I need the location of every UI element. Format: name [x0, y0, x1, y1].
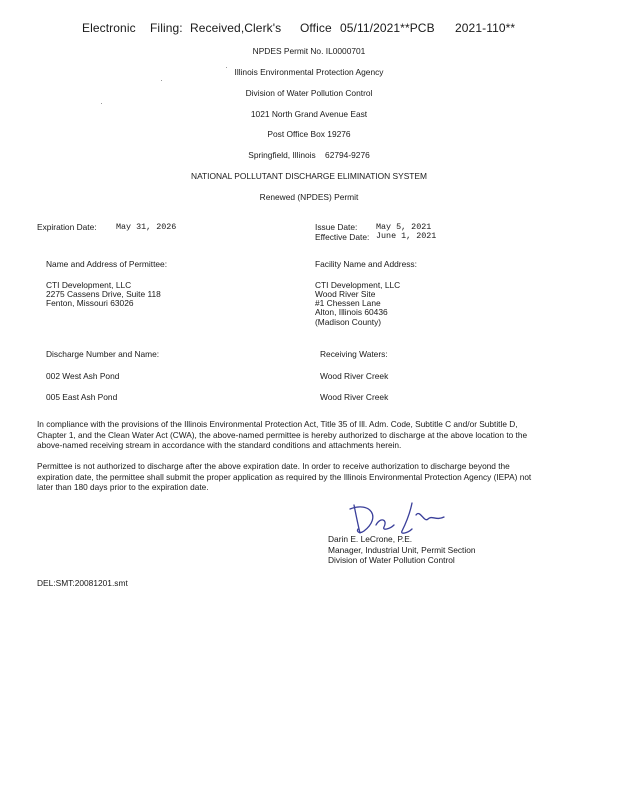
- system-title: NATIONAL POLLUTANT DISCHARGE ELIMINATION SYSTEM: [191, 171, 427, 181]
- scan-speck: [101, 103, 102, 104]
- issue-date-label: Issue Date:: [315, 222, 358, 232]
- receiving-item: Wood River Creek: [320, 392, 389, 402]
- document-reference: DEL:SMT:20081201.smt: [37, 578, 128, 588]
- permittee-line: CTI Development, LLC: [46, 280, 132, 290]
- filing-stamp-word-electronic: Electronic: [82, 21, 136, 35]
- zip-code: 62794-9276: [325, 150, 370, 160]
- discharge-item: 002 West Ash Pond: [46, 371, 120, 381]
- facility-line: Wood River Site: [315, 289, 376, 299]
- facility-line: (Madison County): [315, 317, 382, 327]
- expiration-date-value: May 31, 2026: [116, 222, 177, 232]
- city-state: Springfield, Illinois: [248, 150, 316, 160]
- street-address: 1021 North Grand Avenue East: [250, 109, 368, 119]
- authorization-line: Permittee is not authorized to discharge after the above expiration date. In order to receive authorization to discharge beyond the: [37, 461, 510, 471]
- receiving-item: Wood River Creek: [320, 371, 389, 381]
- facility-label: Facility Name and Address:: [315, 259, 417, 269]
- compliance-line: Chapter 1, and the Clean Water Act (CWA), the above-named permittee is hereby authorized to discharge at the above location to the: [37, 429, 528, 440]
- agency-name: Illinois Environmental Protection Agency: [234, 67, 384, 77]
- permit-number: NPDES Permit No. IL0000701: [252, 46, 366, 56]
- permittee-line: 2275 Cassens Drive, Suite 118: [46, 289, 161, 299]
- signature-graphic: [340, 495, 460, 537]
- compliance-paragraph: [37, 419, 585, 451]
- city-state-zip: [0, 150, 618, 160]
- issue-date-value: May 5, 2021: [376, 222, 432, 232]
- authorization-line: expiration date, the permittee shall submit the proper application as required by the Illinois Environmental Protection Agency (IEPA) not: [37, 471, 532, 482]
- signatory-name: Darin E. LeCrone, P.E.: [328, 534, 413, 544]
- discharge-item: 005 East Ash Pond: [46, 392, 118, 402]
- expiration-date-label: Expiration Date:: [37, 222, 97, 232]
- permit-type: Renewed (NPDES) Permit: [259, 192, 359, 202]
- compliance-line: above-named receiving stream in accordance with the standard conditions and attachments herein.: [37, 440, 402, 450]
- filing-stamp-word-received: Received,Clerk's: [190, 21, 282, 35]
- signatory-title: Manager, Industrial Unit, Permit Section: [328, 545, 476, 555]
- scan-speck: [161, 80, 162, 81]
- scan-speck: [226, 67, 227, 68]
- authorization-line: later than 180 days prior to the expiration date.: [37, 482, 209, 492]
- filing-stamp-word-filing: Filing:: [150, 21, 183, 35]
- effective-date-label: Effective Date:: [315, 232, 370, 242]
- division-name: Division of Water Pollution Control: [245, 88, 373, 98]
- filing-stamp-word-office: Office: [300, 21, 332, 35]
- po-box: Post Office Box 19276: [267, 129, 351, 139]
- facility-line: CTI Development, LLC: [315, 280, 401, 290]
- facility-line: Alton, Illinois 60436: [315, 307, 388, 317]
- effective-date-value: June 1, 2021: [376, 231, 437, 241]
- permittee-line: Fenton, Missouri 63026: [46, 298, 134, 308]
- permittee-label: Name and Address of Permittee:: [46, 259, 168, 269]
- filing-stamp-date-pcb: 05/11/2021**PCB: [340, 21, 435, 35]
- filing-stamp-case-number: 2021-110**: [455, 21, 516, 35]
- compliance-line: In compliance with the provisions of the Illinois Environmental Protection Act, Title 35 of Ill. Adm. Code, Subtitle C and/or Subtitle D,: [37, 419, 518, 429]
- authorization-paragraph: [37, 461, 585, 493]
- facility-line: #1 Chessen Lane: [315, 298, 381, 308]
- signatory-division: Division of Water Pollution Control: [328, 555, 455, 565]
- receiving-waters-label: Receiving Waters:: [320, 349, 388, 359]
- discharge-label: Discharge Number and Name:: [46, 349, 160, 359]
